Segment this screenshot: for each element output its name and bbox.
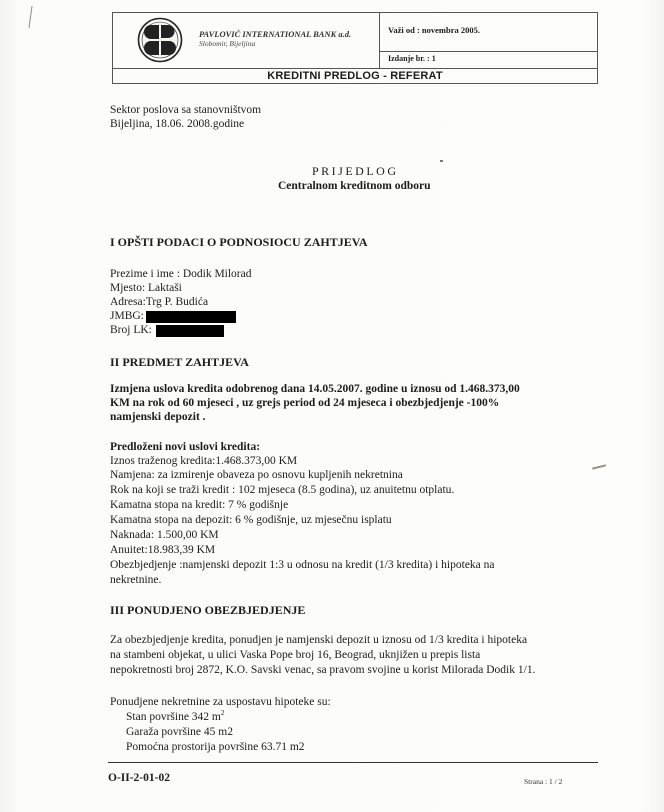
edition-cell: [380, 52, 597, 69]
property-storage: Pomoćna prostorija površine 63.71 m2: [126, 741, 305, 753]
request-line-1: Izmjena uslova kredita odobrenog dana 14.05.2007. godine u iznosu od 1.468.373,00: [110, 383, 520, 395]
collateral-paragraph-line: nepokretnosti broj 2872, K.O. Savski venac, sa pravom svojine u korist Milorada Dodik 1/1.: [110, 664, 536, 676]
section3-heading: III PONUDJENO OBEZBJEDJENJE: [110, 603, 306, 617]
proposal-title: PRIJEDLOG: [312, 164, 399, 178]
edition: Izdanje br. : 1: [388, 54, 436, 63]
request-line-3: namjenski depozit .: [110, 411, 206, 423]
place-date: Bijeljina, 18.06. 2008.godine: [110, 118, 245, 130]
applicant-name: Prezime i ime : Dodik Milorad: [110, 268, 252, 280]
scan-artifact: [440, 160, 443, 162]
property-apartment-text: Stan površine 342 m: [126, 711, 221, 723]
footer-rule: [108, 762, 598, 763]
jmbg-redaction: [146, 311, 236, 323]
valid-from: Važi od : novembra 2005.: [388, 25, 481, 35]
valid-from-cell: [380, 13, 597, 52]
proposal-subtitle: Centralnom kreditnom odboru: [278, 180, 431, 192]
lk-redaction: [156, 325, 224, 337]
section2-heading: II PREDMET ZAHTJEVA: [110, 355, 249, 369]
request-line-2: KM na rok od 60 mjeseci , uz grejs period od 24 mjeseca i obezbjedjenje -100%: [110, 397, 500, 409]
form-title: KREDITNI PREDLOG - REFERAT: [267, 70, 443, 82]
property-garage: Garaža površine 45 m2: [126, 726, 233, 738]
footer-form-code: O-II-2-01-02: [108, 772, 170, 784]
sector-name: Sektor poslova sa stanovništvom: [110, 104, 262, 116]
applicant-address: Adresa:Trg P. Budića: [110, 296, 209, 308]
footer-page-number: Strana : 1 / 2: [524, 777, 563, 786]
bank-city: Slobomir, Bijeljina: [199, 39, 256, 48]
property-apartment-sup: 2: [220, 709, 225, 718]
term-item: Namjena: za izmirenje obaveza po osnovu kupljenih nekretnina: [110, 469, 403, 481]
term-item: Anuitet:18.983,39 KM: [110, 544, 216, 556]
property-apartment: [126, 711, 224, 724]
bank-logo-icon: [137, 17, 183, 63]
scan-artifact: [592, 464, 606, 469]
lk-label: Broj LK:: [110, 324, 152, 336]
term-item: Iznos traženog kredita:1.468.373,00 KM: [110, 455, 298, 467]
collateral-paragraph-line: na stambeni objekat, u ulici Vaska Pope broj 16, Beograd, uknjižen u prepis lista: [110, 649, 481, 661]
offered-properties-intro: Ponudjene nekretnine za uspostavu hipoteke su:: [110, 696, 331, 708]
new-terms-heading: Predloženi novi uslovi kredita:: [110, 441, 261, 453]
collateral-paragraph-line: Za obezbjedjenje kredita, ponudjen je namjenski depozit u iznosu od 1/3 kredita i hipoteka: [110, 634, 528, 646]
applicant-place: Mjesto: Laktaši: [110, 282, 182, 294]
term-item: nekretnine.: [110, 574, 162, 586]
term-item: Rok na koji se traži kredit : 102 mjeseca (8.5 godina), uz anuitetnu otplatu.: [110, 484, 455, 496]
scan-artifact: [28, 6, 32, 28]
bank-name: PAVLOVIĆ INTERNATIONAL BANK a.d.: [199, 29, 352, 39]
section1-heading: I OPŠTI PODACI O PODNOSIOCU ZAHTJEVA: [110, 235, 368, 249]
form-header: [112, 12, 598, 84]
term-item: Kamatna stopa na kredit: 7 % godišnje: [110, 499, 289, 511]
jmbg-label: JMBG:: [110, 310, 144, 322]
logo-cell: [113, 13, 380, 69]
term-item: Naknada: 1.500,00 KM: [110, 529, 219, 541]
term-item: Kamatna stopa na depozit: 6 % godišnje, uz mjesečnu isplatu: [110, 514, 392, 526]
term-item: Obezbjedjenje :namjenski depozit 1:3 u odnosu na kredit (1/3 kredita) i hipoteka na: [110, 559, 495, 571]
